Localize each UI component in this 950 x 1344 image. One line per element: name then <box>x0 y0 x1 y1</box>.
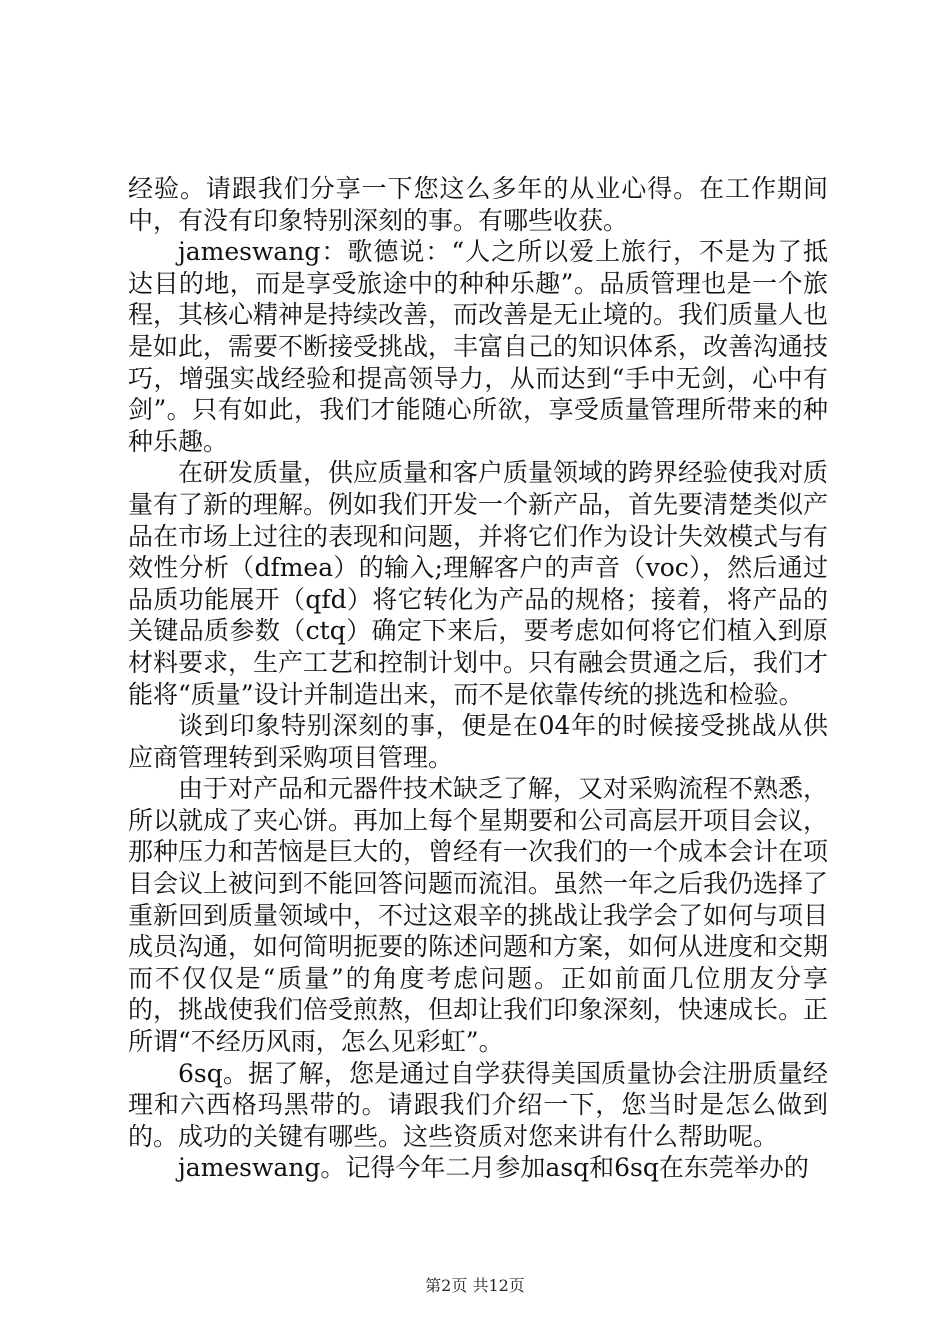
paragraph-challenge-story: 由于对产品和元器件技术缺乏了解，又对采购流程不熟悉，所以就成了夹心饼。再加上每个星期要和公司高层开项目会议，那种压力和苦恼是巨大的，曾经有一次我们的一个成本会计在项目会议上被问到不能回答问题而流泪。虽然一年之后我仍选择了重新回到质量领域中，不过这艰辛的挑战让我学会了如何与项目成员沟通，如何简明扼要的陈述问题和方案，如何从进度和交期而不仅仅是“质量”的角度考虑问题。正如前面几位朋友分享的，挑战使我们倍受煎熬，但却让我们印象深刻，快速成长。正所谓“不经历风雨，怎么见彩虹”。 <box>128 774 829 1057</box>
paragraph-answer-goethe: jameswang：歌德说：“人之所以爱上旅行，不是为了抵达目的地，而是享受旅途中的种种乐趣”。品质管理也是一个旅程，其核心精神是持续改善，而改善是无止境的。我们质量人也是如此，需要不断接受挑战，丰富自己的知识体系，改善沟通技巧，增强实战经验和提高领导力，从而达到“手中无剑，心中有剑”。只有如此，我们才能随心所欲，享受质量管理所带来的种种乐趣。 <box>128 237 829 456</box>
paragraph-answer-start: jameswang。记得今年二月参加asq和6sq在东莞举办的 <box>178 1153 809 1183</box>
paragraph-memorable-event: 谈到印象特别深刻的事，便是在04年的时候接受挑战从供应商管理转到采购项目管理。 <box>128 711 828 772</box>
document-body <box>128 173 828 1184</box>
paragraph-continuation: 经验。请跟我们分享一下您这么多年的从业心得。在工作期间中，有没有印象特别深刻的事。有哪些收获。 <box>128 174 828 235</box>
paragraph-cross-domain-experience: 在研发质量，供应质量和客户质量领域的跨界经验使我对质量有了新的理解。例如我们开发一个新产品，首先要清楚类似产品在市场上过往的表现和问题，并将它们作为设计失效模式与有效性分析（dfmea）的输入;理解客户的声音（voc），然后通过品质功能展开（qfd）将它转化为产品的规格；接着，将产品的关键品质参数（ctq）确定下来后，要考虑如何将它们植入到原材料要求，生产工艺和控制计划中。只有融会贯通之后，我们才能将“质量”设计并制造出来，而不是依靠传统的挑选和检验。 <box>128 458 829 709</box>
paragraph-question-certification: 6sq。据了解，您是通过自学获得美国质量协会注册质量经理和六西格玛黑带的。请跟我们介绍一下，您当时是怎么做到的。成功的关键有哪些。这些资质对您来讲有什么帮助呢。 <box>128 1058 828 1151</box>
page-number-footer: 第2页 共12页 <box>425 1276 525 1295</box>
